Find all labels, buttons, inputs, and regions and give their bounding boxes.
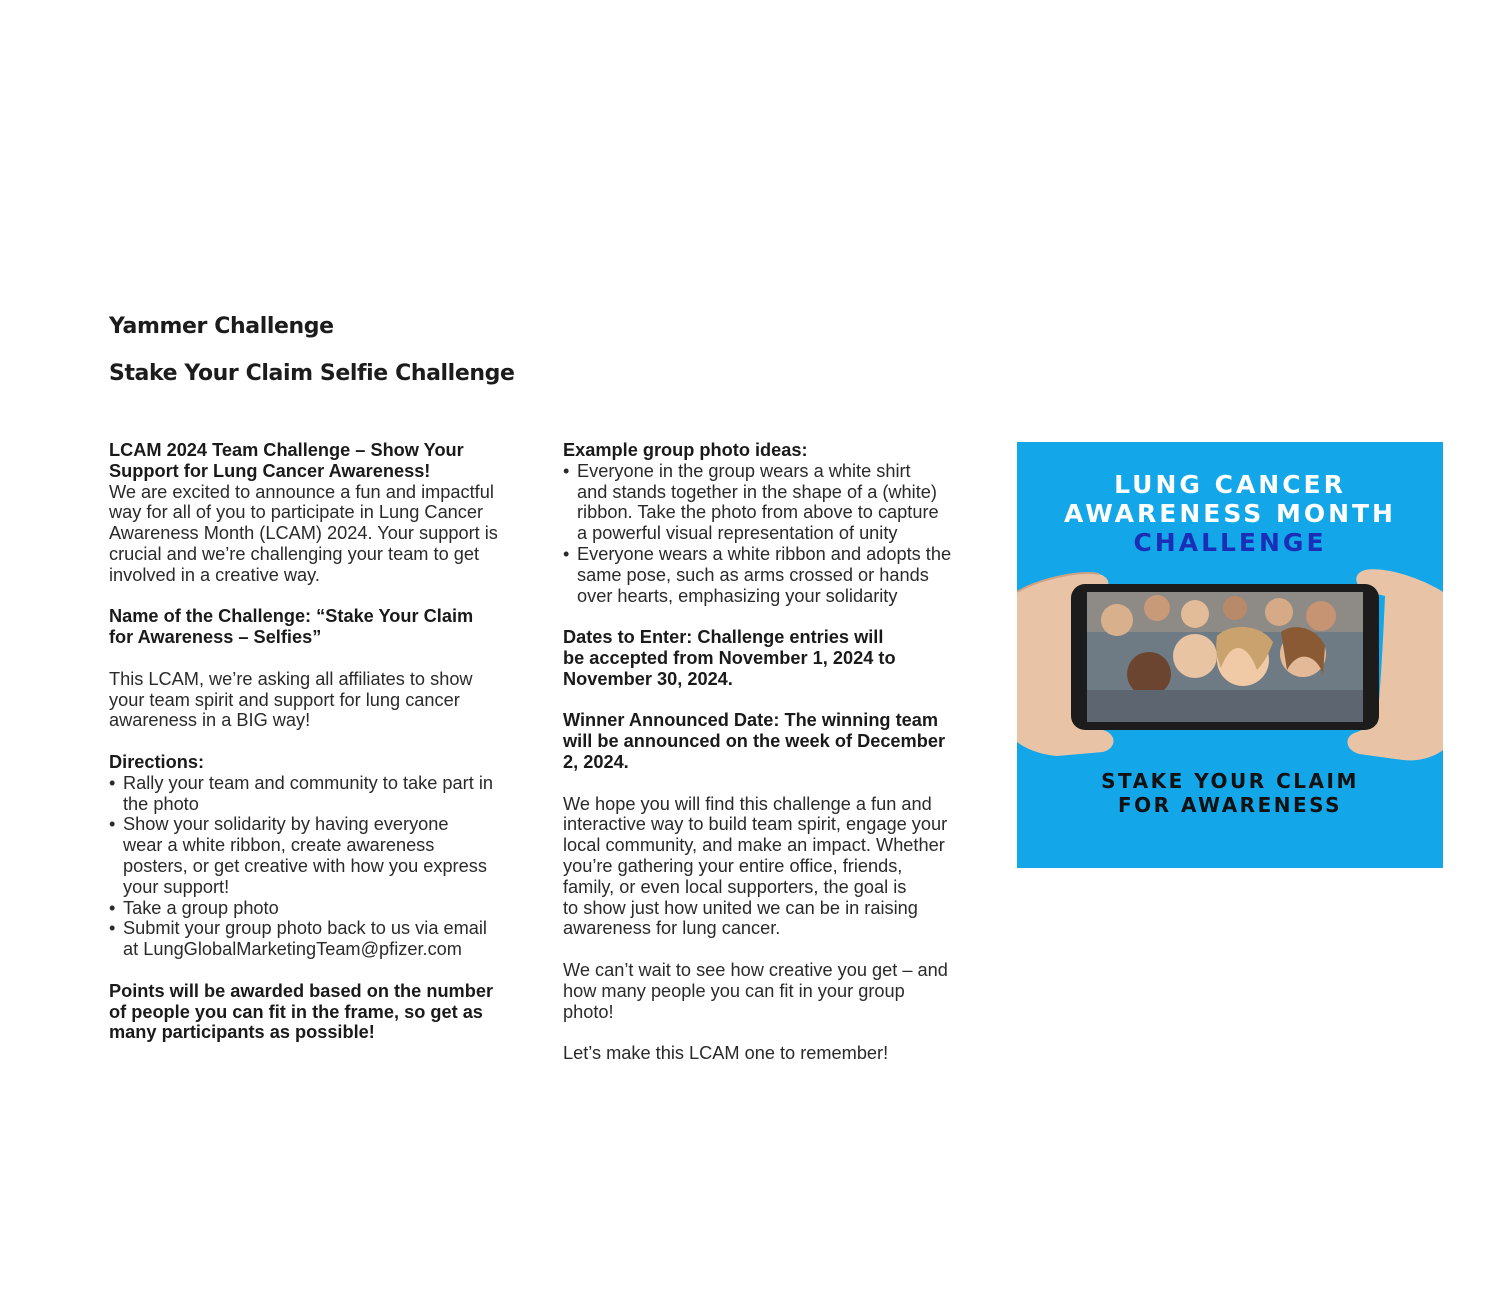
poster-title-line: LUNG CANCER xyxy=(1114,470,1346,499)
text-line: same pose, such as arms crossed or hands xyxy=(577,564,929,585)
text-line: November 30, 2024. xyxy=(563,668,733,689)
text-line: will be announced on the week of December xyxy=(563,731,946,752)
winner-note xyxy=(563,710,983,772)
intro-heading: Support for Lung Cancer Awareness! xyxy=(109,460,431,481)
text-line: We can’t wait to see how creative you get – and xyxy=(563,959,948,980)
list-item xyxy=(109,918,529,960)
text-line: • Everyone in the group wears a white shirt xyxy=(577,460,911,481)
dates-note xyxy=(563,627,983,689)
text-line: • Rally your team and community to take part in xyxy=(123,772,493,793)
ask-paragraph xyxy=(109,669,529,731)
text-line: your team spirit and support for lung cancer xyxy=(109,689,460,710)
page-title: Yammer Challenge xyxy=(109,314,334,339)
text-line: Awareness Month (LCAM) 2024. Your support is xyxy=(109,523,498,544)
text-line: 2, 2024. xyxy=(563,751,629,772)
ideas-list xyxy=(563,461,983,607)
text-line: awareness for lung cancer. xyxy=(563,918,781,939)
text-line: involved in a creative way. xyxy=(109,564,320,585)
text-line: We are excited to announce a fun and impactful xyxy=(109,481,494,502)
list-item xyxy=(563,544,983,606)
challenge-name: Name of the Challenge: “Stake Your Claim xyxy=(109,606,474,627)
text-line: Dates to Enter: Challenge entries will xyxy=(563,627,884,648)
text-line: a powerful visual representation of unity xyxy=(577,523,898,544)
text-line: and stands together in the shape of a (white) xyxy=(577,481,937,502)
text-line: ribbon. Take the photo from above to capture xyxy=(577,502,939,523)
text-line: photo! xyxy=(563,1001,614,1022)
text-line: interactive way to build team spirit, engage your xyxy=(563,814,948,835)
text-line: wear a white ribbon, create awareness xyxy=(123,835,435,856)
directions-list xyxy=(109,773,529,960)
intro-paragraph xyxy=(109,482,529,586)
poster-tagline: STAKE YOUR CLAIM xyxy=(1101,769,1359,793)
text-line: many participants as possible! xyxy=(109,1022,375,1043)
poster-tagline: FOR AWARENESS xyxy=(1117,793,1343,817)
text-line: the photo xyxy=(123,793,199,814)
left-column xyxy=(109,440,529,1043)
text-line: crucial and we’re challenging your team to get xyxy=(109,543,480,564)
wait-paragraph xyxy=(563,960,983,1022)
closing-line: Let’s make this LCAM one to remember! xyxy=(563,1043,889,1064)
directions-label: Directions: xyxy=(109,751,204,772)
text-line: be accepted from November 1, 2024 to xyxy=(563,647,896,668)
text-line: • Submit your group photo back to us via email xyxy=(123,918,487,939)
points-note xyxy=(109,981,529,1043)
page-subtitle: Stake Your Claim Selfie Challenge xyxy=(109,361,515,386)
text-line: family, or even local supporters, the goal is xyxy=(563,876,907,897)
list-item xyxy=(109,814,529,897)
text-line: posters, or get creative with how you express xyxy=(123,855,487,876)
text-line: This LCAM, we’re asking all affiliates to show xyxy=(109,668,473,689)
text-line: your support! xyxy=(123,876,230,897)
text-line: local community, and make an impact. Whether xyxy=(563,835,945,856)
text-line: of people you can fit in the frame, so get as xyxy=(109,1001,483,1022)
text-line: We hope you will find this challenge a fun and xyxy=(563,793,932,814)
intro-heading: LCAM 2024 Team Challenge – Show Your xyxy=(109,440,464,460)
text-line: Points will be awarded based on the number xyxy=(109,980,494,1001)
text-line: Winner Announced Date: The winning team xyxy=(563,710,939,731)
right-column xyxy=(563,440,983,1064)
list-item xyxy=(109,773,529,815)
poster-title-accent: CHALLENGE xyxy=(1133,528,1327,557)
hope-paragraph xyxy=(563,794,983,940)
text-line: • Take a group photo xyxy=(123,897,279,918)
text-line: way for all of you to participate in Lung Cancer xyxy=(109,502,484,523)
list-item xyxy=(563,461,983,544)
challenge-name: for Awareness – Selfies” xyxy=(109,627,322,648)
challenge-poster-image xyxy=(1017,442,1443,868)
email-text: at LungGlobalMarketingTeam@pfizer.com xyxy=(123,939,462,960)
poster-title-line: AWARENESS MONTH xyxy=(1064,499,1396,528)
ideas-label: Example group photo ideas: xyxy=(563,440,808,460)
text-line: • Show your solidarity by having everyone xyxy=(123,814,449,835)
text-line: • Everyone wears a white ribbon and adopts the xyxy=(577,543,952,564)
text-line: awareness in a BIG way! xyxy=(109,710,311,731)
text-line: how many people you can fit in your group xyxy=(563,980,905,1001)
list-item xyxy=(109,898,529,919)
text-line: over hearts, emphasizing your solidarity xyxy=(577,585,898,606)
text-line: to show just how united we can be in raising xyxy=(563,897,918,918)
text-line: you’re gathering your entire office, friends, xyxy=(563,855,903,876)
